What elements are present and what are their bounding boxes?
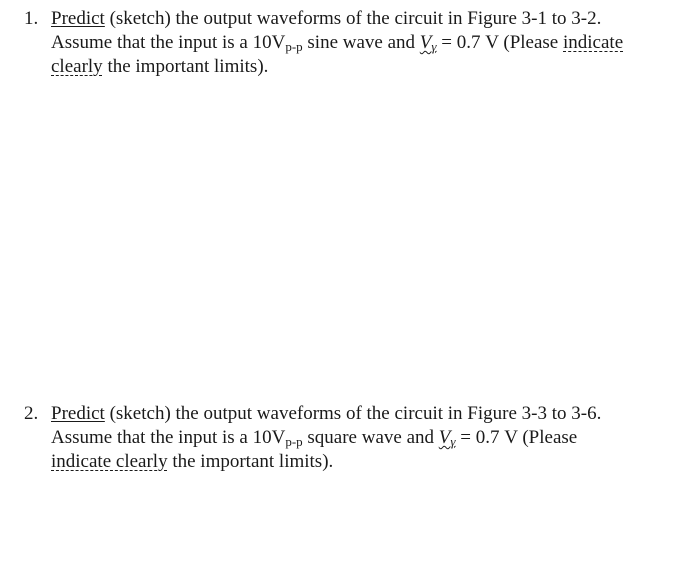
variable-v: V [438,427,451,448]
question-text [51,402,649,474]
question-line [51,426,649,450]
text-run: (sketch) the output waveforms of the circuit in Figure 3-1 to 3-2. [104,8,602,29]
text-run: = 0.7 V (Please [455,427,578,448]
text-run: Assume that the input is a 10V [51,32,286,53]
text-run: = 0.7 V (Please [436,32,563,53]
question-number: 2. [24,403,39,424]
text-run: the important limits). [102,56,269,77]
subscript-gamma: γ [450,434,456,449]
text-run: the important limits). [167,451,334,472]
dashed-underline-word: indicate [563,32,624,53]
question-line [51,7,649,31]
text-run: square wave and [302,427,439,448]
question-line [51,31,649,55]
dashed-underline-word: clearly [51,56,103,77]
voltage-symbol [439,427,456,448]
text-run: sine wave and [302,32,420,53]
predict-keyword: Predict [51,8,105,29]
dashed-underline-word: indicate clearly [51,451,168,472]
text-run: Assume that the input is a 10V [51,427,286,448]
question-line [51,402,649,426]
subscript-gamma: γ [431,39,437,54]
variable-v: V [419,32,432,53]
question-line [51,450,649,474]
voltage-symbol [420,32,437,53]
question-number: 1. [24,8,39,29]
predict-keyword: Predict [51,403,105,424]
question-text [51,7,649,79]
subscript-pp: p-p [285,39,303,54]
subscript-pp: p-p [285,434,303,449]
question-line [51,55,649,79]
text-run: (sketch) the output waveforms of the circuit in Figure 3-3 to 3-6. [104,403,602,424]
